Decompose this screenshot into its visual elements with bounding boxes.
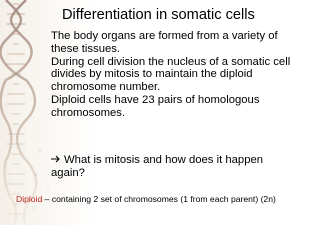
arrow-right-icon — [51, 155, 61, 163]
slide-title: Differentiation in somatic cells — [62, 7, 255, 23]
paragraph-diploid-cells: Diploid cells have 23 pairs of homologous chromosomes. — [51, 93, 260, 119]
question-text: What is mitosis and how does it happen again? — [51, 154, 264, 179]
slide-body — [51, 30, 297, 120]
footer-definition — [16, 194, 298, 205]
paragraph-cell-division: During cell division the nucleus of a somatic cell divides by mitosis to maintain the diploid chromosome number. — [51, 55, 291, 94]
question-block — [51, 154, 291, 180]
footer-term: Diploid — [16, 194, 43, 204]
footer-definition-text: – containing 2 set of chromosomes (1 from each parent) (2n) — [42, 194, 276, 204]
paragraph-organs: The body organs are formed from a variety of these tissues. — [51, 30, 278, 55]
